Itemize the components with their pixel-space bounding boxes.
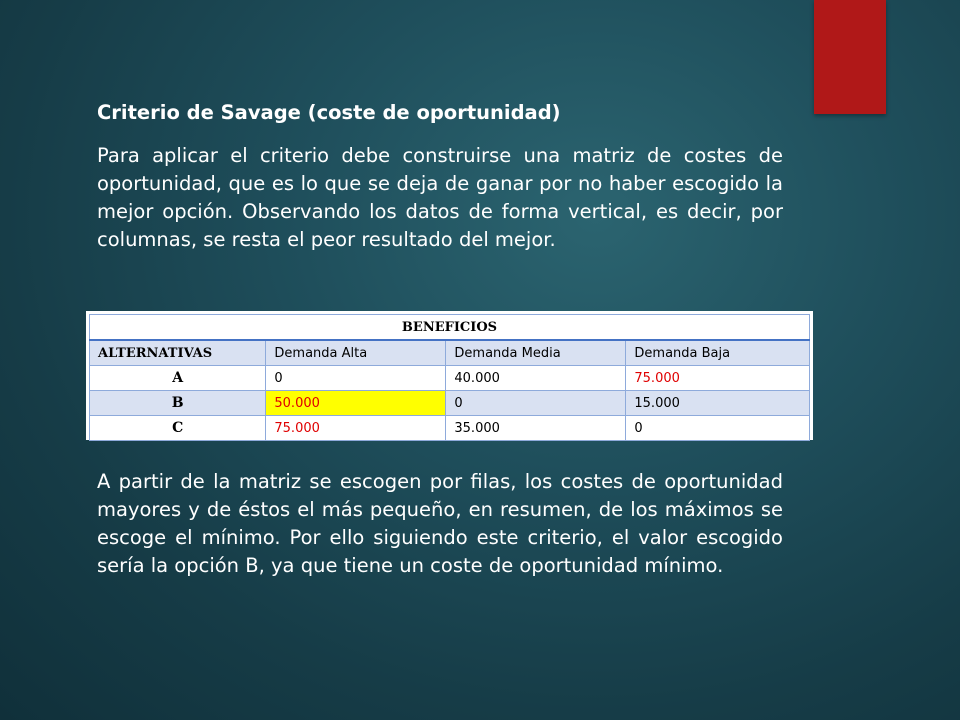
benefits-table xyxy=(89,314,810,441)
cell-c-baja: 0 xyxy=(626,416,810,441)
table-header-row xyxy=(90,340,810,366)
column-header-demanda-alta: Demanda Alta xyxy=(266,340,446,366)
table-row-b xyxy=(90,391,810,416)
cell-c-alta: 75.000 xyxy=(266,416,446,441)
cell-a-baja: 75.000 xyxy=(626,366,810,391)
column-header-demanda-media: Demanda Media xyxy=(446,340,626,366)
row-label-c: C xyxy=(90,416,266,441)
column-header-alternativas: ALTERNATIVAS xyxy=(90,340,266,366)
conclusion-paragraph: A partir de la matriz se escogen por filas, los costes de oportunidad mayores y de éstos el más pequeño, en resumen, de los máximos se escoge el mínimo. Por ello siguiendo este criterio, el valor escogido sería la opción B, ya que tiene un coste de oportunidad mínimo. xyxy=(97,470,783,577)
row-label-a: A xyxy=(90,366,266,391)
red-accent-bar xyxy=(814,0,886,114)
cell-b-media: 0 xyxy=(446,391,626,416)
slide-heading: Criterio de Savage (coste de oportunidad) xyxy=(97,101,561,124)
table-title-row xyxy=(90,315,810,341)
table-row-c xyxy=(90,416,810,441)
intro-paragraph: Para aplicar el criterio debe construirse una matriz de costes de oportunidad, que es lo que se deja de ganar por no haber escogido la mejor opción. Observando los datos de forma vertical, es decir, por columnas, se resta el peor resultado del mejor. xyxy=(97,144,783,251)
cell-b-baja: 15.000 xyxy=(626,391,810,416)
cell-a-media: 40.000 xyxy=(446,366,626,391)
row-label-b: B xyxy=(90,391,266,416)
benefits-table-container xyxy=(86,311,813,440)
cell-a-alta: 0 xyxy=(266,366,446,391)
cell-c-media: 35.000 xyxy=(446,416,626,441)
column-header-demanda-baja: Demanda Baja xyxy=(626,340,810,366)
table-title: BENEFICIOS xyxy=(90,315,810,341)
table-row-a xyxy=(90,366,810,391)
cell-b-alta-highlighted: 50.000 xyxy=(266,391,446,416)
